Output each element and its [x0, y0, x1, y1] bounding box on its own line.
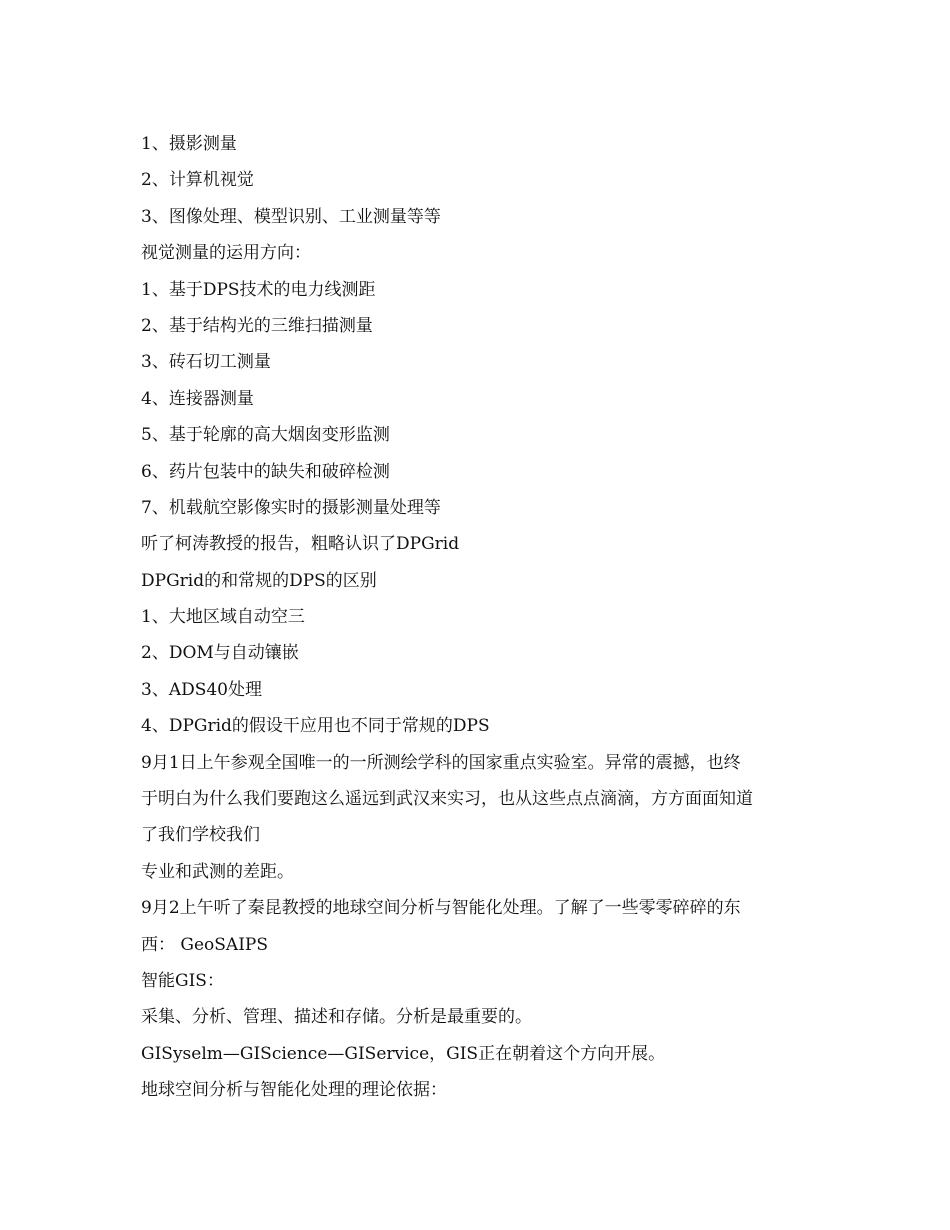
text-line: 3、砖石切工测量 [141, 352, 271, 373]
text-line: 采集、分析、管理、描述和存储。分析是最重要的。 [141, 1007, 532, 1028]
section-heading: 视觉测量的运用方向： [141, 243, 311, 264]
text-line: 4、DPGrid的假设干应用也不同于常规的DPS [141, 716, 490, 737]
paragraph-line: 于明白为什么我们要跑这么遥远到武汉来实习，也从这些点点滴滴，方方面面知道 [141, 789, 753, 810]
paragraph-line: 9月1日上午参观全国唯一的一所测绘学科的国家重点实验室。异常的震撼，也终 [141, 752, 741, 773]
text-line: 2、DOM与自动镶嵌 [141, 643, 299, 664]
text-line: 3、ADS40处理 [141, 679, 263, 700]
text-line: 1、大地区域自动空三 [141, 607, 305, 628]
text-line: 1、基于DPS技术的电力线测距 [141, 279, 376, 300]
paragraph-line: 西： GeoSAIPS [141, 934, 269, 955]
text-line: 5、基于轮廓的高大烟囱变形监测 [141, 425, 390, 446]
section-heading: DPGrid的和常规的DPS的区别 [141, 570, 377, 591]
section-heading: 地球空间分析与智能化处理的理论依据： [141, 1080, 447, 1101]
paragraph-line: 了我们学校我们 [141, 825, 260, 846]
text-line: 2、基于结构光的三维扫描测量 [141, 315, 373, 336]
text-line: 1、摄影测量 [141, 134, 237, 154]
text-line: 7、机载航空影像实时的摄影测量处理等 [141, 497, 441, 518]
text-line: GISyselm—GIScience—GIService，GIS正在朝着这个方向开展。 [141, 1043, 666, 1064]
text-line: 听了柯涛教授的报告，粗略认识了DPGrid [141, 534, 460, 555]
paragraph-line: 9月2上午听了秦昆教授的地球空间分析与智能化处理。了解了一些零零碎碎的东 [141, 898, 741, 919]
text-line: 4、连接器测量 [141, 388, 254, 409]
section-heading: 智能GIS： [141, 970, 224, 991]
document-body [141, 126, 821, 1109]
paragraph-line: 专业和武测的差距。 [141, 861, 294, 882]
text-line: 3、图像处理、模型识别、工业测量等等 [141, 206, 441, 227]
text-line: 6、药片包装中的缺失和破碎检测 [141, 461, 390, 482]
text-line: 2、计算机视觉 [141, 170, 254, 191]
